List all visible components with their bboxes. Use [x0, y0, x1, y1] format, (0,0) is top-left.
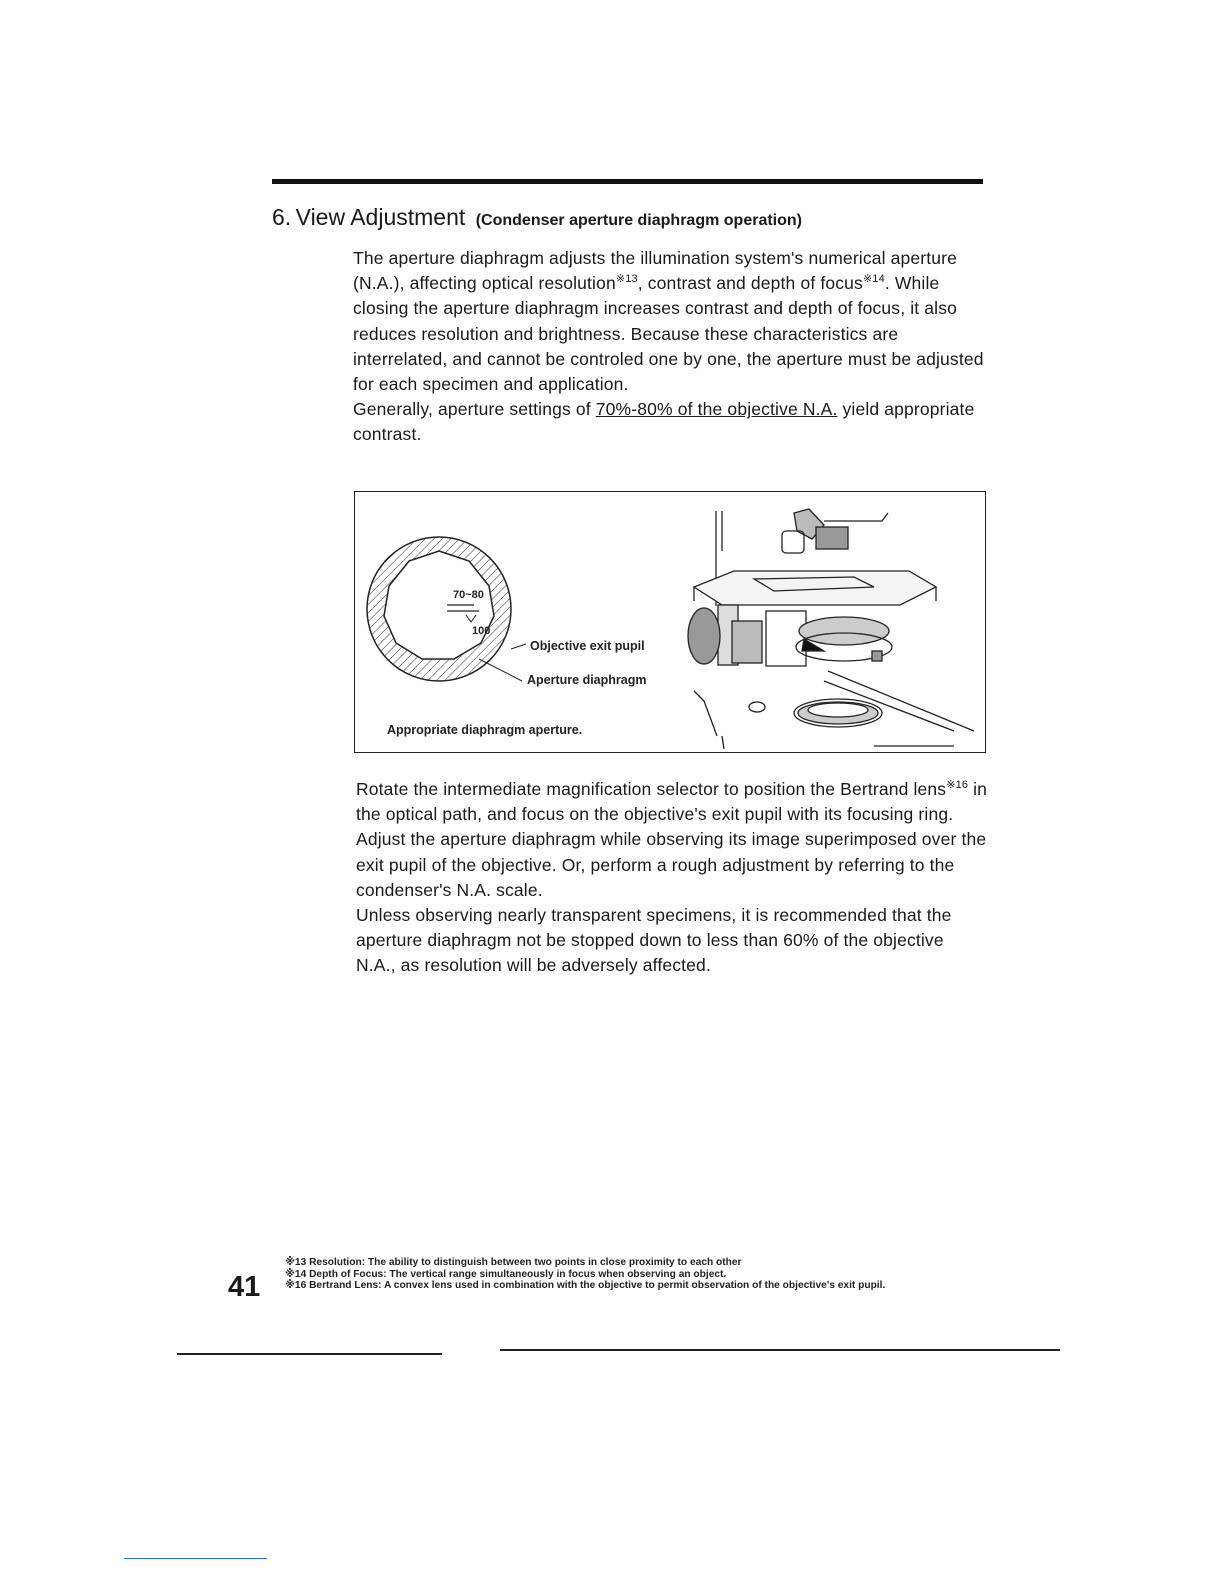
- bottom-rule-right: [500, 1349, 1060, 1351]
- procedure-paragraph: [356, 777, 988, 979]
- intro-text-5: yield appropriate contrast.: [353, 399, 975, 445]
- scale-label-100: 100: [472, 625, 491, 637]
- recommended-range: 70%-80% of the objective N.A.: [595, 399, 838, 420]
- page-number: 41: [228, 1271, 261, 1303]
- intro-paragraph: [353, 246, 993, 448]
- procedure-text-2: in the optical path, and focus on the objective's exit pupil with its focusing ring. Adjust the aperture diaphragm while observing its image superimposed over the exit pupil of the objective. Or, perform a rough adjustment by referring to the condenser's N.A. scale.: [356, 779, 988, 900]
- intro-text-3: . While closing the aperture diaphragm increases contrast and depth of focus, it also reduces resolution and brightness. Because these characteristics are interrelated, and cannot be controled one by one, the aperture must be adjusted for each specimen and application.: [353, 273, 984, 395]
- label-aperture-diaphragm: Aperture diaphragm: [527, 673, 647, 687]
- diaphragm-diagram: [367, 537, 526, 681]
- figure-illustration: [354, 491, 986, 753]
- figure-caption: Appropriate diaphragm aperture.: [387, 723, 583, 737]
- procedure-text-3: Unless observing nearly transparent specimens, it is recommended that the aperture diaphragm not be stopped down to less than 60% of the objective N.A., as resolution will be adversely affected.: [356, 905, 952, 976]
- procedure-text-1: Rotate the intermediate magnification selector to position the Bertrand lens: [356, 779, 947, 799]
- footnote-ref-13: ※13: [615, 273, 638, 286]
- footnotes: [285, 1257, 885, 1292]
- microscope-illustration: [688, 509, 974, 749]
- scale-label-70-80: 70~80: [453, 589, 484, 601]
- footnote-ref-16: ※16: [946, 779, 969, 791]
- intro-text-1: The aperture diaphragm adjusts the illumination system's numerical aperture (N.A.), affecting optical resolution: [353, 248, 958, 294]
- footnote-ref-14: ※14: [862, 273, 885, 286]
- footnote-16: ※16 Bertrand Lens: A convex lens used in combination with the objective to permit observation of the objective's exit pupil.: [285, 1280, 886, 1291]
- top-rule: [272, 179, 983, 184]
- footnote-14: ※14 Depth of Focus: The vertical range simultaneously in focus when observing an object.: [285, 1268, 727, 1280]
- section-number: 6.: [272, 204, 292, 230]
- section-heading: [272, 204, 802, 231]
- section-subtitle: (Condenser aperture diaphragm operation): [475, 212, 802, 229]
- intro-text-2: , contrast and depth of focus: [637, 273, 863, 294]
- bottom-rule-left: [177, 1353, 442, 1355]
- intro-text-4: Generally, aperture settings of: [353, 399, 596, 420]
- bottom-edge-line: [124, 1558, 267, 1559]
- label-objective-exit-pupil: Objective exit pupil: [530, 639, 645, 653]
- footnote-13: ※13 Resolution: The ability to distinguish between two points in close proximity to each other: [285, 1257, 742, 1268]
- section-title: View Adjustment: [295, 204, 466, 230]
